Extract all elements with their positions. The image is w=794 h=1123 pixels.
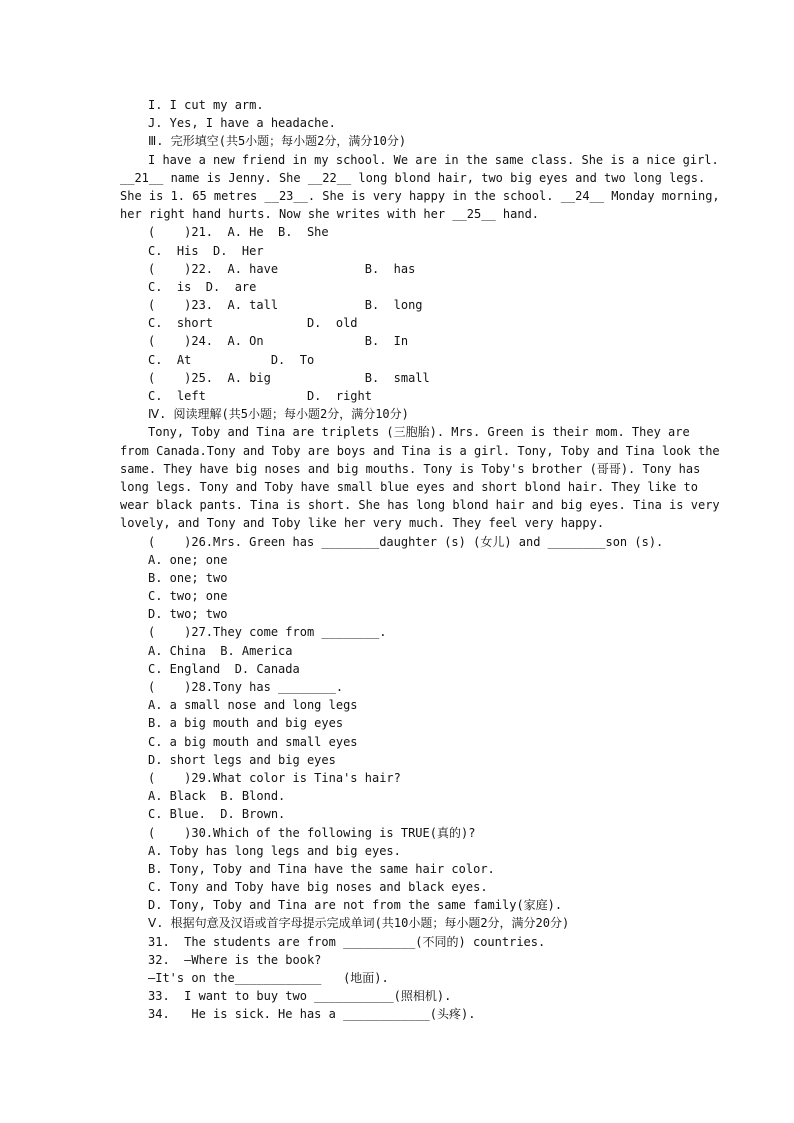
section-4-header: Ⅳ. 阅读理解(共5小题；每小题2分，满分10分) [148,407,409,422]
cloze-passage-line: __21__ name is Jenny. She __22__ long blond hair, two big eyes and two long legs. [120,170,706,185]
reading-option: C. Tony and Toby have big noses and black eyes. [148,880,488,895]
reading-question-26: ( )26.Mrs. Green has ________daughter (s) (女儿) and ________son (s). [148,534,664,549]
cloze-question-25: ( )25. A. big B. small [148,370,430,385]
reading-option: C. a big mouth and small eyes [148,734,358,749]
reading-passage-line: lovely, and Tony and Toby like her very much. They feel very happy. [120,516,605,531]
cloze-question-22: ( )22. A. have B. has [148,261,416,276]
section-5-header: Ⅴ. 根据句意及汉语或首字母提示完成单词(共10小题；每小题2分，满分20分) [148,916,570,931]
reading-option: A. a small nose and long legs [148,698,358,713]
cloze-options-21: C. His D. Her [148,243,264,258]
reading-option: D. Tony, Toby and Tina are not from the same family(家庭). [148,898,563,913]
cloze-options-24: C. At D. To [148,352,315,367]
reading-option: C. Blue. D. Brown. [148,807,286,822]
answer-option-i: I. I cut my arm. [148,98,264,112]
reading-passage-line: long legs. Tony and Toby have small blue eyes and short blond hair. They like to [120,479,698,494]
reading-option: D. short legs and big eyes [148,752,336,767]
reading-passage-line: same. They have big noses and big mouths. Tony is Toby's brother (哥哥). Tony has [120,461,701,476]
cloze-question-23: ( )23. A. tall B. long [148,298,423,313]
cloze-options-25: C. left D. right [148,389,372,403]
section-3-header: Ⅲ. 完形填空(共5小题；每小题2分，满分10分) [148,134,407,149]
reading-option: D. two; two [148,607,228,622]
cloze-options-23: C. short D. old [148,316,358,331]
cloze-passage-line: her right hand hurts. Now she writes with her __25__ hand. [120,207,540,222]
reading-passage-line: wear black pants. Tina is short. She has long blond hair and big eyes. Tina is very [120,498,720,513]
vocab-item-31: 31. The students are from __________(不同的) countries. [148,934,546,949]
reading-passage-line: Tony, Toby and Tina are triplets (三胞胎). Mrs. Green is their mom. They are [148,425,690,440]
reading-question-29: ( )29.What color is Tina's hair? [148,770,401,785]
cloze-passage-line: I have a new friend in my school. We are in the same class. She is a nice girl. [148,152,719,167]
reading-option: B. a big mouth and big eyes [148,716,344,731]
cloze-options-22: C. is D. are [148,279,257,294]
reading-passage-line: from Canada.Tony and Toby are boys and Tina is a girl. Tony, Toby and Tina look the [120,443,720,458]
answer-option-j: J. Yes, I have a headache. [148,116,336,131]
reading-question-30: ( )30.Which of the following is TRUE(真的)? [148,825,476,840]
reading-option: B. one; two [148,570,228,585]
reading-question-28: ( )28.Tony has ________. [148,680,344,694]
page-content [120,96,720,1024]
reading-question-27: ( )27.They come from ________. [148,625,387,640]
reading-option: A. China B. America [148,643,293,658]
reading-option: A. Black B. Blond. [148,789,286,804]
reading-option: C. England D. Canada [148,661,300,676]
vocab-item-32: 32. —Where is the book? [148,952,322,967]
vocab-item-32-answer: —It's on the____________ (地面). [148,971,389,985]
cloze-passage-line: She is 1. 65 metres __23__. She is very happy in the school. __24__ Monday morning, [120,188,720,203]
cloze-question-21: ( )21. A. He B. She [148,225,329,240]
reading-option: C. two; one [148,589,228,604]
reading-option: A. Toby has long legs and big eyes. [148,843,401,858]
reading-option: A. one; one [148,552,228,567]
vocab-item-33: 33. I want to buy two ___________(照相机). [148,989,452,1004]
vocab-item-34: 34. He is sick. He has a ____________(头疼). [148,1007,476,1022]
reading-option: B. Tony, Toby and Tina have the same hair color. [148,861,495,876]
cloze-question-24: ( )24. A. On B. In [148,334,409,349]
